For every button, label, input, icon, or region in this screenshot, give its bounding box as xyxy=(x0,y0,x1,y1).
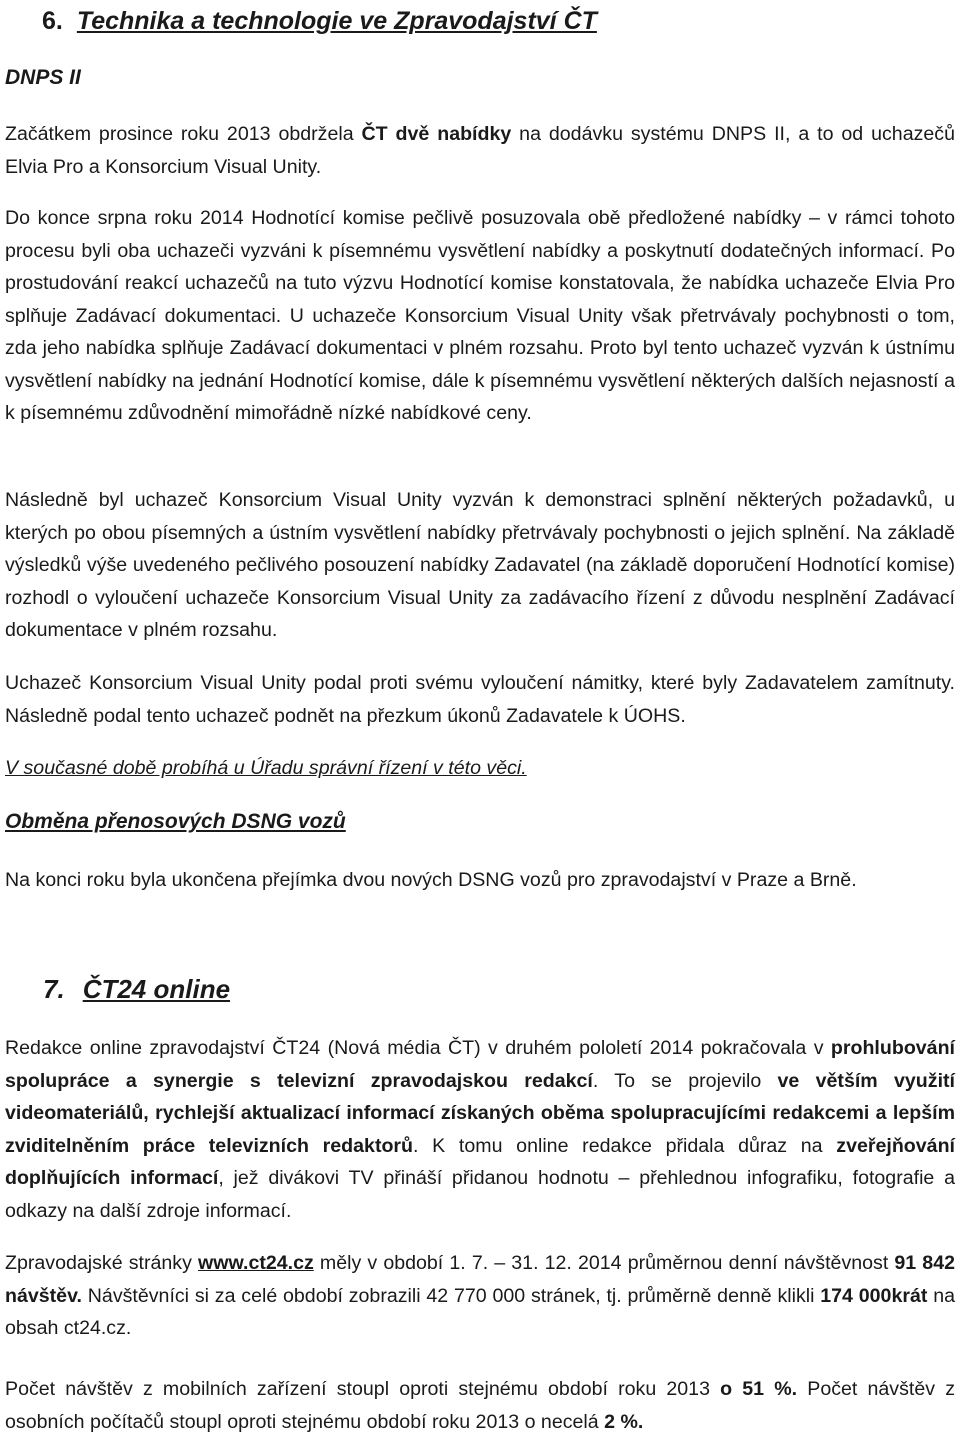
bold-run: prohlubování spolupráce a synergie s televizní zpravodajskou redakcí xyxy=(5,1037,955,1092)
text-run: . K tomu online redakce přidala důraz na xyxy=(413,1134,837,1157)
text-run: Návštěvníci si za celé období zobrazili 42 770 000 stránek, tj. průměrně denně klikli xyxy=(81,1284,821,1307)
ct24-paragraph-3 xyxy=(5,1373,955,1438)
ct24-link[interactable]: www.ct24.cz xyxy=(198,1252,314,1274)
section-6-heading xyxy=(5,2,955,40)
bold-run: ve větším využití videomateriálů, rychlejší aktualizací informací získaných oběma spolupracujícími redakcemi a lepším zviditelněním práce televizních redaktorů xyxy=(5,1069,955,1157)
dnps-heading: DNPS II xyxy=(5,66,81,89)
dsng-paragraph-1: Na konci roku byla ukončena přejímka dvou nových DSNG vozů pro zpravodajství v Praze a Brně. xyxy=(5,869,857,891)
text-run: Počet návštěv z osobních počítačů stoupl oproti stejnému období roku 2013 o necelá xyxy=(5,1378,955,1433)
dnps-paragraph-1 xyxy=(5,118,955,183)
dnps-paragraph-5: V současné době probíhá u Úřadu správní řízení v této věci. xyxy=(5,757,527,779)
section-7-number: 7. xyxy=(43,974,65,1004)
text-run: Začátkem prosince roku 2013 obdržela xyxy=(5,123,362,145)
dsng-heading: Obměna přenosových DSNG vozů xyxy=(5,810,346,833)
section-7-heading xyxy=(5,969,955,1009)
bold-run: zveřejňování doplňujících informací xyxy=(5,1134,955,1189)
text-run: , jež divákovi TV přináší přidanou hodnotu – přehlednou infografiku, fotografie a odkazy na další zdroje informací. xyxy=(5,1167,955,1222)
section-6-number: 6. xyxy=(42,7,63,35)
text-run: měly v období 1. 7. – 31. 12. 2014 průměrnou denní návštěvnost xyxy=(313,1252,895,1274)
section-6-title: Technika a technologie ve Zpravodajství ČT xyxy=(76,7,597,35)
dnps-paragraph-3: Následně byl uchazeč Konsorcium Visual Unity vyzván k demonstraci splnění některých požadavků, u kterých po obou písemných a ústním vysvětlení nabídky přetrvávaly pochybnosti o jejich splnění. Na základě výsledků výše uvedeného pečlivého posouzení nabídky Zadavatel (na základě doporučení Hodnotící komise) rozhodl o vyloučení uchazeče Konsorcium Visual Unity za zadávacího řízení z důvodu nesplnění Zadávací dokumentace v plném rozsahu. xyxy=(5,489,955,641)
text-run: . To se projevilo xyxy=(592,1069,778,1092)
pc-growth: 2 %. xyxy=(604,1410,644,1433)
text-run: na dodávku systému DNPS II, a to od uchazečů Elvia Pro a Konsorcium Visual Unity. xyxy=(5,123,955,178)
text-run: na obsah ct24.cz. xyxy=(5,1284,955,1339)
text-run: Počet návštěv z mobilních zařízení stoupl oproti stejnému období roku 2013 xyxy=(5,1378,721,1400)
section-7-title: ČT24 online xyxy=(82,974,231,1004)
ct24-paragraph-2 xyxy=(5,1247,955,1345)
dnps-paragraph-4: Uchazeč Konsorcium Visual Unity podal proti svému vyloučení námitky, které byly Zadavatelem zamítnuty. Následně podal tento uchazeč podnět na přezkum úkonů Zadavatele k ÚOHS. xyxy=(5,672,955,727)
clicks-count: 174 000krát xyxy=(820,1284,928,1307)
text-run: Redakce online zpravodajství ČT24 (Nová média ČT) v druhém pololetí 2014 pokračovala v xyxy=(5,1037,831,1059)
dnps-paragraph-2: Do konce srpna roku 2014 Hodnotící komise pečlivě posuzovala obě předložené nabídky – v rámci tohoto procesu byli oba uchazeči vyzváni k písemnému vysvětlení nabídky a poskytnutí dodatečných informací. Po prostudování reakcí uchazečů na tuto výzvu Hodnotící komise konstatovala, že nabídka uchazeče Elvia Pro splňuje Zadávací dokumentaci. U uchazeče Konsorcium Visual Unity však přetrvávaly pochybnosti o tom, zda jeho nabídka splňuje Zadávací dokumentaci v plném rozsahu. Proto byl tento uchazeč vyzván k ústnímu vysvětlení nabídky na jednání Hodnotící komise, dále k písemnému vysvětlení některých dalších nejasností a k písemnému zdůvodnění mimořádně nízké nabídkové ceny. xyxy=(5,207,955,424)
visits-count: 91 842 návštěv. xyxy=(5,1252,955,1307)
mobile-growth: o 51 %. xyxy=(720,1378,798,1400)
bold-run: ČT dvě nabídky xyxy=(361,123,512,145)
text-run: Zpravodajské stránky xyxy=(5,1252,199,1274)
ct24-paragraph-1 xyxy=(5,1032,955,1227)
